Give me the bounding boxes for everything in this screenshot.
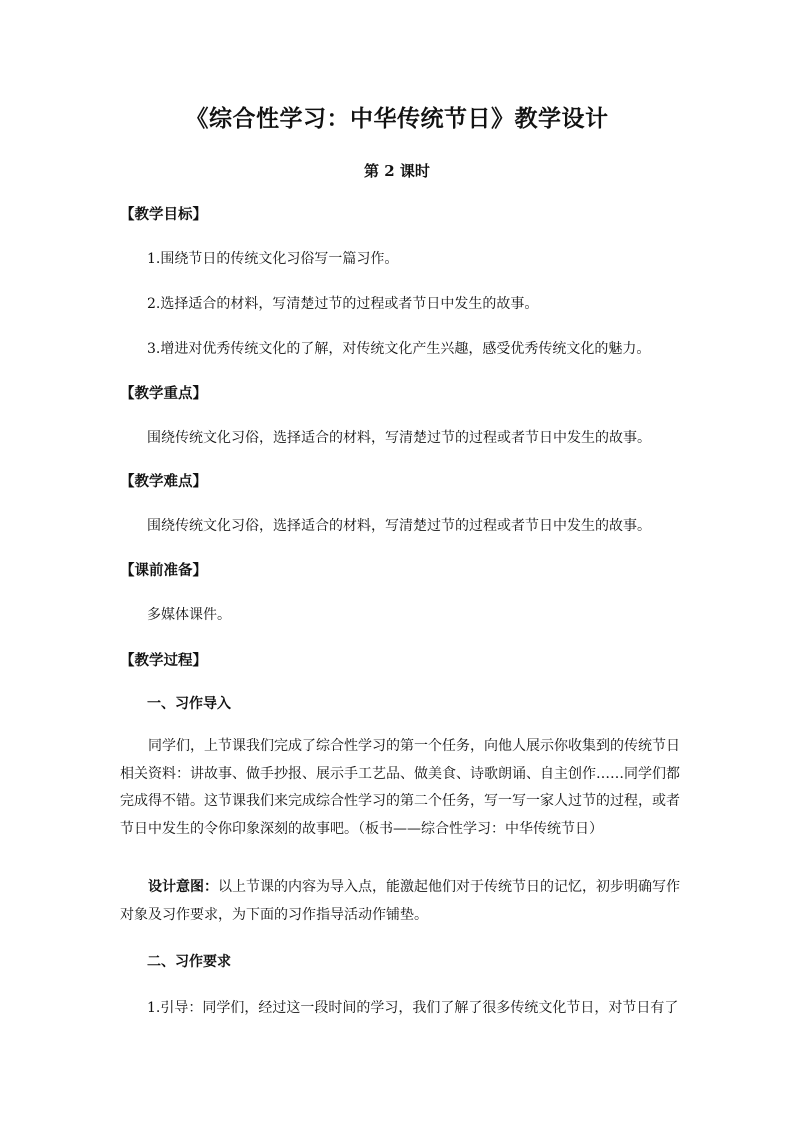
preparation-text: 多媒体课件。 [147, 607, 231, 623]
process-heading: 【教学过程】 [120, 652, 207, 669]
difficulties-text: 围绕传统文化习俗，选择适合的材料，写清楚过节的过程或者节日中发生的故事。 [147, 518, 651, 534]
objective-item-2: 2.选择适合的材料，写清楚过节的过程或者节日中发生的故事。 [147, 296, 539, 312]
key-points-heading: 【教学重点】 [120, 385, 207, 402]
preparation-heading: 【课前准备】 [120, 562, 207, 579]
difficulties-heading: 【教学难点】 [120, 473, 207, 490]
part1-paragraph: 同学们，上节课我们完成了综合性学习的第一个任务，向他人展示你收集到的传统节日相关资料：讲故事、做手抄报、展示手工艺品、做美食、诗歌朗诵、自主创作……同学们都完成得不错。这节课我们来完成综合性学习的第二个任务，写一写一家人过节的过程，或者节日中发生的令你印象深刻的故事吧。（板书——综合性学习：中华传统节日） [120, 738, 680, 837]
key-points-text: 围绕传统文化习俗，选择适合的材料，写清楚过节的过程或者节日中发生的故事。 [147, 430, 651, 446]
objective-item-1: 1.围绕节日的传统文化习俗写一篇习作。 [147, 251, 399, 267]
part2-item-1: 1.引导：同学们，经过这一段时间的学习，我们了解了很多传统文化节日，对节日有了 [147, 1000, 679, 1016]
lesson-period: 第 2 课时 [364, 162, 430, 180]
objective-item-3: 3.增进对优秀传统文化的了解，对传统文化产生兴趣，感受优秀传统文化的魅力。 [147, 341, 651, 357]
design-intent-paragraph [120, 874, 680, 929]
objectives-heading: 【教学目标】 [120, 206, 207, 223]
part1-heading: 一、习作导入 [147, 696, 231, 712]
design-intent-label: 设计意图： [148, 879, 218, 895]
document-title: 《综合性学习：中华传统节日》教学设计 [185, 105, 609, 132]
part2-heading: 二、习作要求 [147, 954, 231, 970]
design-intent-text: 以上节课的内容为导入点，能激起他们对于传统节日的记忆，初步明确写作对象及习作要求，为下面的习作指导活动作铺垫。 [120, 879, 680, 923]
